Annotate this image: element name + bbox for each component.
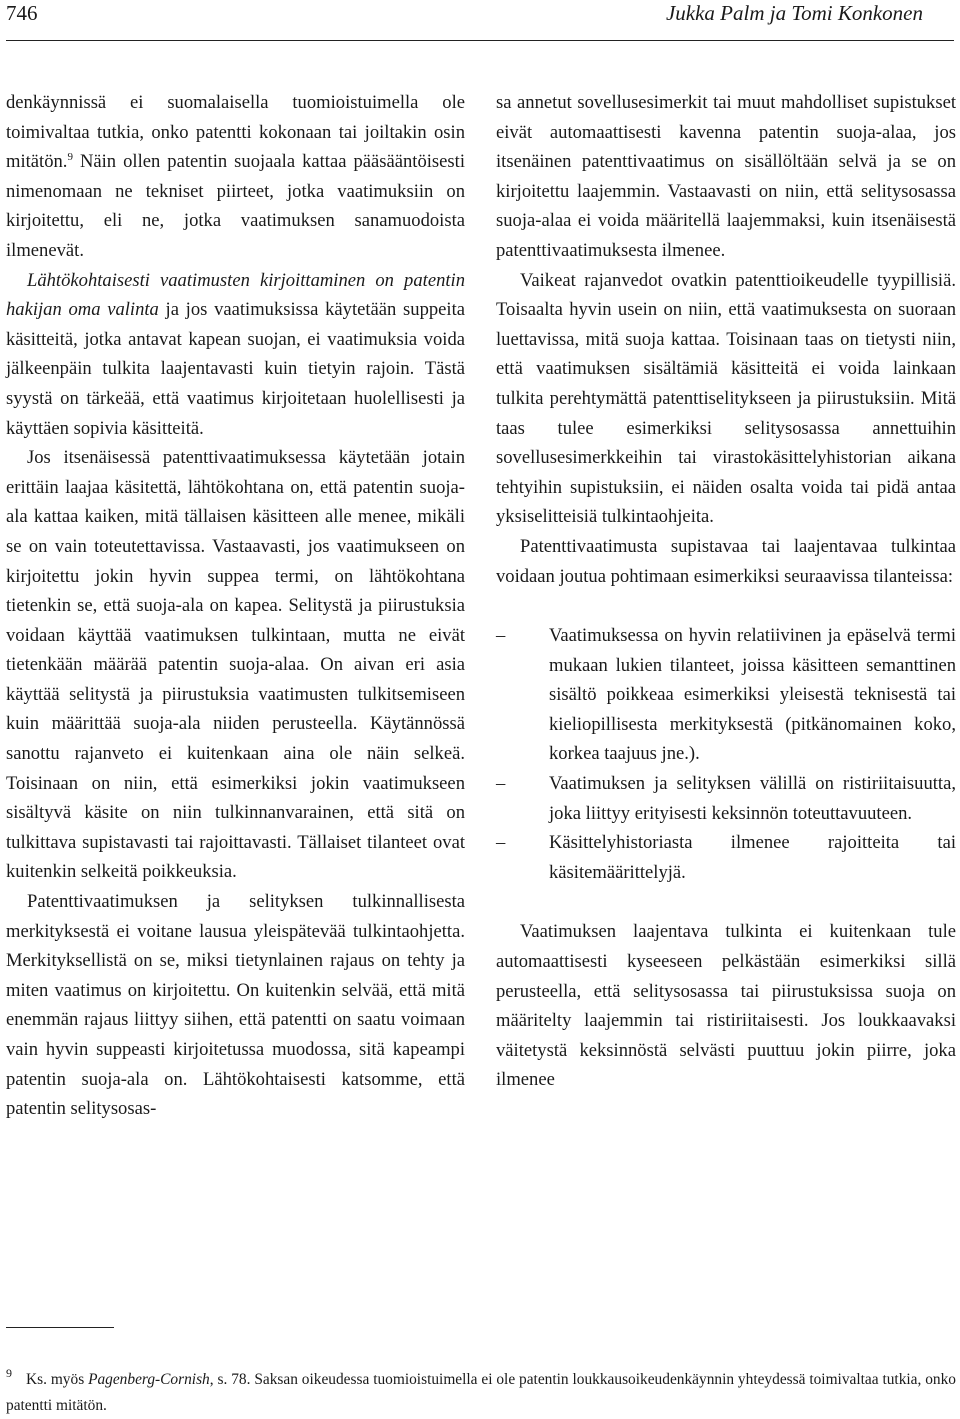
dash-marker: – (496, 625, 506, 647)
list-item (496, 769, 956, 828)
left-paragraph-3: Jos itsenäisessä patenttivaatimuksessa käytetään jotain erittäin laajaa käsitettä, lähtökohtana on, että patentin suoja-ala kattaa kaiken, mitä tällaisen käsitteen alle menee, mikäli se on vain toteutettavissa. Vastaavasti, jos vaatimukseen on kirjoitettu jokin hyvin suppea termi, on lähtökohtana tietenkin se, että suoja-ala on kapea. Selitystä ja piirustuksia voidaan käyttää vaatimuksen tulkintaan, mutta ne eivät tietenkään määrää patentin suoja-alaa. On aivan eri asia käyttää selitystä ja piirustuksia vaatimusten tulkitsemiseen kuin määrittää suoja-ala niiden perusteella. Käytännössä sanottu rajanveto ei kuitenkaan aina ole näin selkeä. Toisinaan on niin, että esimerkiksi jokin vaatimukseen sisältyvä käsite on niin tulkinnanvarainen, että sitä on tulkittava supistavasti tai rajoittavasti. Tällaiset tilanteet ovat kuitenkin selkeitä poikkeuksia. (6, 447, 465, 883)
left-paragraph-1 (6, 88, 465, 266)
footnote-text: Ks. myös (26, 1371, 89, 1388)
dash-marker: – (496, 832, 506, 854)
footnote-reference: 9 (67, 151, 73, 164)
right-column (496, 88, 956, 1095)
left-p1-text: denkäynnissä ei suomalaisella tuomioistuimella ole toimivaltaa tutkia, onko patentti kokonaan tai joiltakin osin mitätön. (6, 92, 465, 173)
list-item-text: Vaatimuksen ja selityksen välillä on ristiriitaisuutta, joka liittyy erityisesti keksinnön toteuttavuuteen. (549, 773, 956, 824)
right-paragraph-2: Vaikeat rajanvedot ovatkin patenttioikeudelle tyypillisiä. Toisaalta hyvin usein on niin, että vaatimuksesta on suoraan luettavissa, mitä suoja kattaa. Toisinaan taas on tietysti niin, että vaatimuksen sisältämiä käsitteitä ei voida lainkaan tulkita perehtymättä patenttiselitykseen ja piirustuksiin. Mitä taas tulee esimerkiksi selitysosassa annettuihin sovellusesimerkkeihin tai virastokäsittelyhistorian aikana tehtyihin supistuksiin, ei näiden osalta voida tai pidä antaa yksiselitteisiä tulkintaohjeita. (496, 269, 956, 528)
left-p2-italic: Lähtökohtaisesti vaatimusten kirjoittaminen on patentin hakijan oma valinta (6, 269, 465, 321)
footnote (6, 1367, 956, 1419)
list-item-text: Vaatimuksessa on hyvin relatiivinen ja epäselvä termi mukaan lukien tilanteet, joissa käsitteen semanttinen sisältö poikkeaa esimerkiksi yleisestä teknisestä tai kieliopillisesta merkityksestä (pitkänomainen koko, korkea taajuus jne.). (549, 625, 956, 765)
footnote-text-cont: , s. 78. Saksan oikeudessa tuomioistuimella ei ole patentin loukkausoikeudenkäynnin yhteydessä toimivaltaa tutkia, onko patentti mitätön. (6, 1371, 956, 1414)
page-header (6, 0, 954, 41)
right-paragraph-3: Patenttivaatimusta supistavaa tai laajentavaa tulkintaa voidaan joutua pohtimaan esimerkiksi seuraavissa tilanteissa: (496, 535, 956, 587)
footnote-mark: 9 (6, 1366, 12, 1380)
running-title: Jukka Palm ja Tomi Konkonen (665, 1, 923, 25)
footnote-italic: Pagenberg-Cornish (88, 1371, 210, 1388)
list-item-text: Käsittelyhistoriasta ilmenee rajoitteita tai käsitemäärittelyjä. (549, 832, 956, 883)
list-item (496, 621, 956, 769)
left-p2-text: ja jos vaatimuksissa käytetään suppeita käsitteitä, jotka antavat kapean suojan, ei vaatimuksia voida jälkeenpäin tulkita laajentavasti kuin tietyin rajoin. Tästä syystä on tärkeää, että vaatimus kirjoitetaan huolellisesti ja käyttäen sopivia käsitteitä. (6, 299, 465, 439)
dash-marker: – (496, 773, 506, 795)
left-p1-text-cont: Näin ollen patentin suojaala kattaa pääsääntöisesti nimenomaan ne tekniset piirteet, jotka vaatimuksiin on kirjoitettu, eli ne, jotka vaatimuksen sanamuodoista ilmenevät. (6, 151, 465, 261)
left-paragraph-4: Patenttivaatimuksen ja selityksen tulkinnallisesta merkityksestä ei voitane lausua yleispätevää tulkintaohjetta. Merkityksellistä on se, miksi tietynlainen rajaus on tehty ja miten vaatimus on kirjoitettu. On kuitenkin selvää, että mitä enemmän rajaus liittyy siihen, että patentti on saatu voimaan vain hyvin suppeasti kirjoitetussa muodossa, sitä kapeampi patentin suoja-ala on. Lähtökohtaisesti katsomme, että patentin selitysosas- (6, 891, 465, 1120)
page-number: 746 (6, 1, 38, 25)
left-paragraph-2 (6, 266, 465, 444)
right-paragraph-4: Vaatimuksen laajentava tulkinta ei kuitenkaan tule automaattisesti kyseeseen pelkästään esimerkiksi sillä perusteella, että selitysosassa tai piirustuksissa suoja on määritelty laajemmin tai ristiriitaisesti. Jos loukkaavaksi väitetystä keksinnöstä selvästi puuttuu jokin piirre, joka ilmenee (496, 921, 956, 1091)
footnote-divider (6, 1327, 114, 1328)
list-item (496, 828, 956, 887)
right-paragraph-1: sa annetut sovellusesimerkit tai muut mahdolliset supistukset eivät automaattisesti kavenna patentin suoja-alaa, jos itsenäinen patenttivaatimus on sisällöltään selvä ja se on kirjoitettu laajemmin. Vastaavasti on niin, että selitysosassa suoja-alaa ei voida määritellä laajemmaksi, kuin itsenäisestä patenttivaatimuksesta ilmenee. (496, 92, 956, 261)
dash-list (496, 621, 956, 887)
left-column (6, 88, 465, 1124)
